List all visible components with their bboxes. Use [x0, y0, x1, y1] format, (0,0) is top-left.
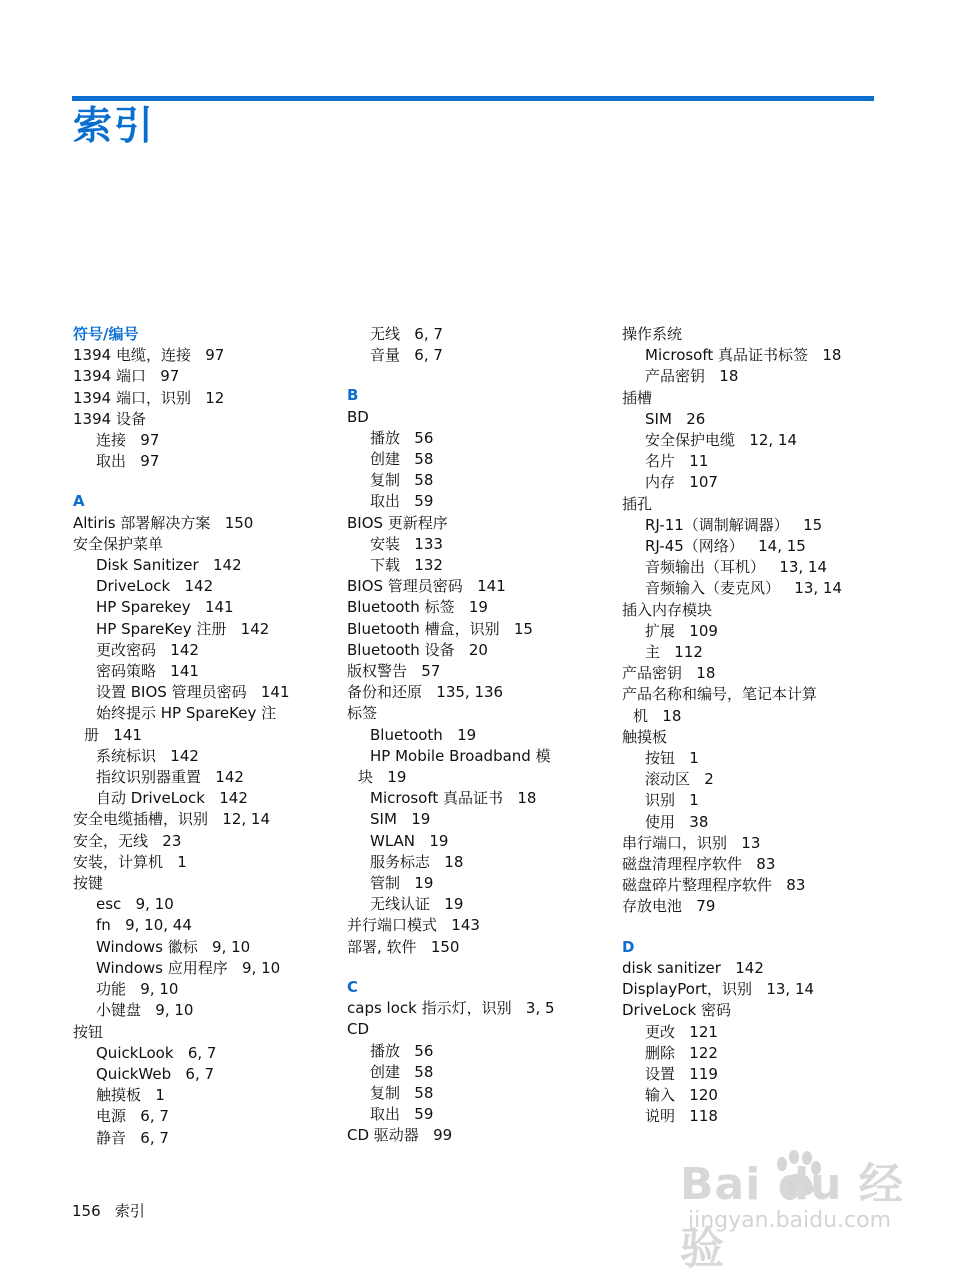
index-section-heading: 符号/编号 [73, 325, 139, 343]
index-entry: Altiris 部署解决方案 150 [73, 513, 254, 532]
index-subentry: 更改 121 [645, 1022, 718, 1041]
index-subentry: HP Sparekey 141 [96, 598, 234, 617]
index-entry: 并行端口模式 143 [347, 916, 480, 935]
index-section-heading: C [347, 977, 359, 996]
index-subentry: WLAN 19 [370, 831, 449, 850]
index-entry: 1394 设备 [73, 409, 146, 428]
index-section-heading: D [622, 937, 635, 956]
index-subentry: QuickWeb 6, 7 [96, 1064, 215, 1083]
index-subentry: 设置 BIOS 管理员密码 141 [96, 683, 290, 702]
index-entry: 串行端口，识别 13 [622, 833, 761, 852]
index-subentry: 安装 133 [370, 534, 443, 553]
index-subentry: 管制 19 [370, 874, 434, 893]
index-subentry: SIM 26 [645, 409, 706, 428]
index-subentry: 输入 120 [645, 1086, 718, 1105]
index-entry: 版权警告 57 [347, 662, 441, 681]
index-subentry: RJ-45（网络） 14, 15 [645, 537, 806, 556]
index-subentry: Windows 应用程序 9, 10 [96, 958, 281, 977]
title-rule [72, 96, 874, 101]
watermark [680, 1148, 910, 1274]
index-subentry: Bluetooth 19 [370, 725, 477, 744]
index-entry: 1394 电缆，连接 97 [73, 346, 225, 365]
index-entry: 插入内存模块 [622, 600, 713, 619]
index-subentry: DriveLock 142 [96, 577, 214, 596]
index-subentry: 电源 6, 7 [96, 1107, 169, 1126]
index-section-heading: B [347, 386, 359, 405]
index-subentry: 服务标志 18 [370, 852, 464, 871]
index-entry: 安全电缆插槽，识别 12, 14 [73, 810, 271, 829]
index-subentry: 小键盘 9, 10 [96, 1001, 194, 1020]
index-entry: CD 驱动器 99 [347, 1126, 453, 1145]
index-entry: Bluetooth 槽盒，识别 15 [347, 619, 533, 638]
index-subentry: 无线认证 19 [370, 895, 464, 914]
index-subentry: QuickLook 6, 7 [96, 1043, 217, 1062]
index-entry: DriveLock 密码 [622, 1001, 731, 1020]
index-entry: 机 18 [633, 706, 682, 725]
watermark-text: Bai du 经验 [680, 1159, 904, 1274]
index-subentry: 始终提示 HP SpareKey 注 [96, 704, 277, 723]
index-subentry: 触摸板 1 [96, 1086, 165, 1105]
index-subentry: 取出 59 [370, 492, 434, 511]
page-title: 索引 [73, 104, 156, 149]
index-subentry: 密码策略 141 [96, 662, 199, 681]
index-subentry: 无线 6, 7 [370, 325, 443, 343]
index-entry: 备份和还原 135, 136 [347, 683, 504, 702]
index-section-heading: A [73, 492, 85, 511]
index-subentry: 播放 56 [370, 1041, 434, 1060]
watermark-url: jingyan.baidu.com [688, 1208, 892, 1233]
index-subentry: 内存 107 [645, 473, 718, 492]
index-subentry: Microsoft 真品证书 18 [370, 789, 537, 808]
index-subentry: 产品密钥 18 [645, 367, 739, 386]
index-entry: 存放电池 79 [622, 897, 716, 916]
index-subentry: 复制 58 [370, 1083, 434, 1102]
index-subentry: 静音 6, 7 [96, 1128, 169, 1147]
index-subentry: 音频输出（耳机） 13, 14 [645, 558, 828, 577]
index-entry: 产品密钥 18 [622, 664, 716, 683]
index-column-3 [622, 324, 884, 1128]
index-subentry: 功能 9, 10 [96, 980, 179, 999]
index-entry: 块 19 [358, 768, 407, 787]
index-subentry: 系统标识 142 [96, 746, 199, 765]
index-entry: 产品名称和编号，笔记本计算 [622, 685, 818, 704]
index-entry: BIOS 更新程序 [347, 513, 448, 532]
index-entry: 安全，无线 23 [73, 831, 182, 850]
index-subentry: 取出 59 [370, 1105, 434, 1124]
index-entry: 磁盘碎片整理程序软件 83 [622, 876, 806, 895]
index-subentry: 识别 1 [645, 791, 699, 810]
index-entry: 按钮 [73, 1022, 104, 1041]
index-entry: 操作系统 [622, 325, 683, 343]
index-entry: 1394 端口，识别 12 [73, 388, 225, 407]
index-subentry: 删除 122 [645, 1043, 718, 1062]
index-entry: 插槽 [622, 388, 653, 407]
index-entry: 安全保护菜单 [73, 534, 164, 553]
index-subentry: 说明 118 [645, 1107, 718, 1126]
index-subentry: SIM 19 [370, 810, 431, 829]
index-subentry: 指纹识别器重置 142 [96, 768, 244, 787]
index-entry: BIOS 管理员密码 141 [347, 577, 506, 596]
page-footer: 156 索引 [72, 1202, 145, 1220]
index-subentry: Windows 徽标 9, 10 [96, 937, 251, 956]
index-subentry: 设置 119 [645, 1064, 718, 1083]
index-entry: 触摸板 [622, 727, 668, 746]
index-subentry: 复制 58 [370, 471, 434, 490]
index-subentry: 安全保护电缆 12, 14 [645, 431, 798, 450]
index-entry: 按键 [73, 874, 104, 893]
index-subentry: RJ-11（调制解调器） 15 [645, 515, 823, 534]
index-subentry: 按钮 1 [645, 749, 699, 768]
index-entry: Bluetooth 标签 19 [347, 598, 488, 617]
index-entry: CD [347, 1020, 370, 1039]
index-subentry: 播放 56 [370, 428, 434, 447]
index-subentry: 使用 38 [645, 812, 709, 831]
index-entry: 插孔 [622, 494, 653, 513]
index-entry: Bluetooth 设备 20 [347, 640, 488, 659]
index-subentry: 主 112 [645, 643, 703, 662]
index-subentry: 自动 DriveLock 142 [96, 789, 248, 808]
index-entry: 部署, 软件 150 [347, 937, 460, 956]
index-entry: 1394 端口 97 [73, 367, 180, 386]
index-subentry: 取出 97 [96, 452, 160, 471]
index-entry: DisplayPort，识别 13, 14 [622, 980, 815, 999]
index-subentry: Disk Sanitizer 142 [96, 556, 242, 575]
index-entry: 安装，计算机 1 [73, 852, 187, 871]
index-entry: BD [347, 407, 369, 426]
index-column-2 [347, 324, 609, 1147]
index-column-1 [73, 324, 335, 1149]
index-entry: 标签 [347, 704, 378, 723]
index-subentry: 更改密码 142 [96, 640, 199, 659]
index-subentry: esc 9, 10 [96, 895, 174, 914]
index-subentry: HP SpareKey 注册 142 [96, 619, 270, 638]
index-subentry: HP Mobile Broadband 模 [370, 746, 551, 765]
index-entry: 磁盘清理程序软件 83 [622, 855, 776, 874]
index-entry: 册 141 [84, 725, 142, 744]
index-subentry: 创建 58 [370, 1062, 434, 1081]
index-entry: caps lock 指示灯，识别 3, 5 [347, 999, 555, 1018]
index-subentry: Microsoft 真品证书标签 18 [645, 346, 842, 365]
index-subentry: 扩展 109 [645, 621, 718, 640]
index-subentry: fn 9, 10, 44 [96, 916, 192, 935]
index-subentry: 创建 58 [370, 450, 434, 469]
index-subentry: 下载 132 [370, 556, 443, 575]
index-subentry: 滚动区 2 [645, 770, 714, 789]
index-subentry: 音频输入（麦克风） 13, 14 [645, 579, 843, 598]
index-entry: disk sanitizer 142 [622, 958, 764, 977]
index-subentry: 音量 6, 7 [370, 346, 443, 365]
index-subentry: 名片 11 [645, 452, 709, 471]
index-subentry: 连接 97 [96, 431, 160, 450]
